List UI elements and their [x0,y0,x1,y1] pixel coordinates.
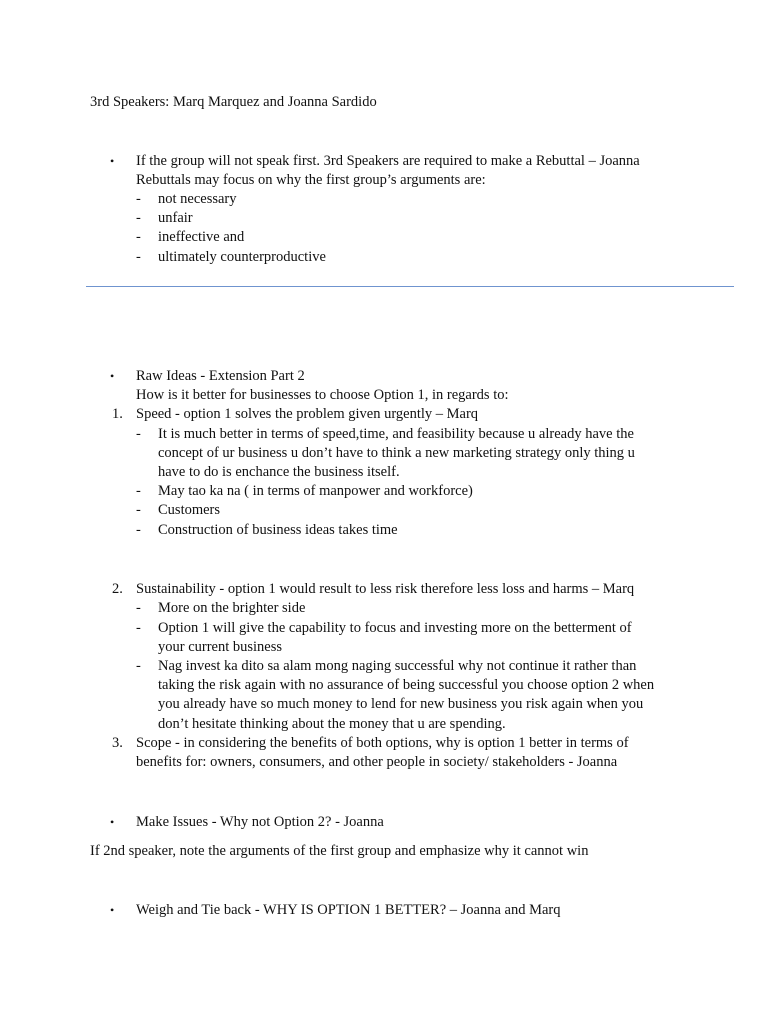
list-item: unfair [158,210,193,226]
list-item: not necessary [158,191,237,207]
weigh-tie-back-title: Weigh and Tie back - WHY IS OPTION 1 BETTER? – Joanna and Marq [136,902,561,918]
dash-marker: - [136,502,141,518]
dash-marker: - [136,600,141,616]
dash-marker: - [136,658,141,674]
list-item: It is much better in terms of speed,time, and feasibility because u already have the [158,426,634,442]
list-item: Construction of business ideas takes time [158,522,398,538]
dash-marker: - [136,522,141,538]
point-speed: Speed - option 1 solves the problem given urgently – Marq [136,406,479,422]
list-number: 3. [112,735,123,751]
page-title: 3rd Speakers: Marq Marquez and Joanna Sardido [90,94,377,110]
list-number: 1. [112,406,123,422]
point-scope: Scope - in considering the benefits of both options, why is option 1 better in terms of [136,735,629,751]
dash-marker: - [136,426,141,442]
raw-ideas-title: Raw Ideas - Extension Part 2 [136,368,305,384]
point-scope-continued: benefits for: owners, consumers, and other people in society/ stakeholders - Joanna [136,754,618,770]
rebuttal-subtitle: Rebuttals may focus on why the first group’s arguments are: [136,172,486,188]
dash-marker: - [136,249,141,265]
list-item: Customers [158,502,221,518]
bullet-icon: • [110,903,115,917]
make-issues-title: Make Issues - Why not Option 2? - Joanna [136,814,384,830]
list-number: 2. [112,581,123,597]
raw-ideas-subtitle: How is it better for businesses to choose Option 1, in regards to: [136,387,509,403]
dash-marker: - [136,229,141,245]
dash-marker: - [136,483,141,499]
list-item: May tao ka na ( in terms of manpower and workforce) [158,483,473,499]
list-item: Option 1 will give the capability to focus and investing more on the betterment of [158,620,632,636]
list-item: your current business [158,639,283,655]
list-item: you already have so much money to lend for new business you risk again when you [158,696,644,712]
list-item: concept of ur business u don’t have to think a new marketing strategy only thing u [158,445,635,461]
list-item: More on the brighter side [158,600,306,616]
list-item: taking the risk again with no assurance of being successful you choose option 2 when [158,677,655,693]
list-item: have to do is enchance the business itself. [158,464,400,480]
list-item: ultimately counterproductive [158,249,326,265]
bullet-icon: • [110,369,115,383]
bullet-icon: • [110,815,115,829]
dash-marker: - [136,210,141,226]
dash-marker: - [136,191,141,207]
second-speaker-note: If 2nd speaker, note the arguments of the first group and emphasize why it cannot win [90,843,589,859]
dash-marker: - [136,620,141,636]
rebuttal-title: If the group will not speak first. 3rd Speakers are required to make a Rebuttal – Joanna [136,153,640,169]
bullet-icon: • [110,154,115,168]
list-item: Nag invest ka dito sa alam mong naging successful why not continue it rather than [158,658,637,674]
list-item: ineffective and [158,229,245,245]
horizontal-divider [86,286,734,287]
point-sustainability: Sustainability - option 1 would result to less risk therefore less loss and harms – Marq [136,581,635,597]
list-item: don’t hesitate thinking about the money that u are spending. [158,716,506,732]
